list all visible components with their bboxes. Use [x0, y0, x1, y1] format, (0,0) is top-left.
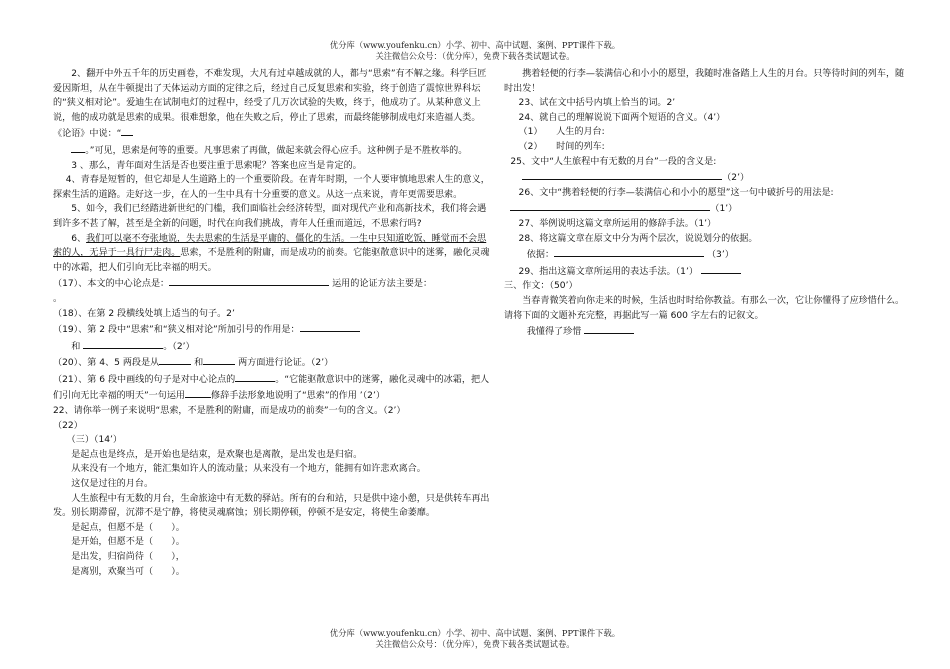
question-24-item-2: （2） 时间的列车: [518, 141, 605, 152]
section-3-heading: （三）（14’） [66, 435, 123, 446]
fill-line-4: 是离别，欢聚当可（ ）。 [71, 566, 185, 577]
question-18: （18）、在第 2 段横线处填上适当的句子。2’ [53, 308, 235, 319]
question-28-score: （3’） [706, 250, 734, 261]
question-24-item-1: （1） 人生的月台: [518, 127, 605, 138]
answer-blank[interactable] [83, 338, 163, 349]
question-22: 22、请你举一例子来说明“思索，不是胜利的附庸，而是成功的前奏”一句的含义。（2’） [53, 406, 406, 417]
question-25-score: （2’） [722, 173, 750, 184]
question-21 [53, 371, 490, 404]
answer-blank[interactable] [121, 125, 133, 136]
paragraph-6 [53, 232, 490, 276]
paragraph-2-cont-text: 。”可见，思索是何等的重要。凡事思索了再做，做起来就会得心应手。这种例子是不胜枚举的。 [85, 145, 468, 156]
fill-line-3: 是出发，归宿尚待（ ）， [71, 552, 185, 562]
header-line-1: 优分库（www.youfenku.cn）小学、初中、高中试题、案例、PPT课件下载。 [329, 40, 621, 50]
fill-line-2: 是开始，但愿不是（ ）。 [71, 537, 185, 548]
passage-paragraph: 人生旅程中有无数的月台，生命旅途中有无数的驿站。所有的台和站，只是供中途小憩，只是供转车再出发。别长期滞留，沉滞不是宁静，将使灵魂腐蚀；别长期停顿，停顿不是安定，将使生命萎靡。 [53, 493, 490, 519]
header-line-2: 关注微信公众号：（优分库），免费下载各类试题试卷。 [375, 51, 575, 61]
question-23: 23、试在文中括号内填上恰当的词。2’ [518, 98, 676, 109]
question-28-basis [504, 246, 906, 263]
passage-line-3: 这仅是过往的月台。 [71, 479, 154, 490]
question-19-score: 。（2’） [163, 341, 195, 352]
writing-prompt: 当春青微笑着向你走来的时候，生活也时时给你教益。有那么一次，它让你懂得了应珍惜什么。请将下面的文题补充完整，再据此写一篇 600 字左右的记叙文。 [504, 295, 905, 321]
question-17-text: （17）、本文的中心论点是： [53, 279, 170, 290]
question-26: 26、文中“携着轻便的行李—装满信心和小小的愿望”这一句中破折号的用法是: [518, 187, 834, 198]
answer-blank[interactable] [71, 142, 85, 153]
question-17-end: 。 [53, 293, 63, 304]
question-29-text: 29、指出这篇文章所运用的表达手法。（1’） [518, 266, 698, 277]
answer-blank[interactable] [701, 263, 741, 274]
question-20 [53, 354, 490, 371]
answer-blank[interactable] [185, 387, 211, 398]
answer-blank[interactable] [554, 246, 704, 257]
paragraph-5: 5、如今，我们已经踏进新世纪的门槛，我们面临社会经济转型，面对现代产业和高新技术，我们将会遇到许多不甚了解，甚至是全新的问题，时代在向我们挑战，青年人任重而道远，不思索行吗? [53, 204, 487, 229]
question-19-and: 和 [71, 341, 81, 352]
question-29 [504, 263, 906, 280]
question-28: 28、将这篇文章在原文中分为两个层次，说说划分的依据。 [518, 233, 758, 244]
question-21-text: （21）、第 6 段中画线的句子是对中心论点的 [53, 374, 236, 385]
page-footer [0, 628, 950, 650]
question-17-text-b: 运用的论证方法主要是： [332, 279, 433, 290]
underlined-sentence: 我们可以毫不夸张地说，失去思索的生活是平庸的、僵化的生活。一生中只知道吃饭、睡觉而不会思索的人，无异于一具行尸走肉。 [53, 233, 487, 259]
question-21-text-c: 修辞手法形象地说明了“思索”的作用 ’（2’） [211, 391, 385, 402]
question-26-answer [504, 200, 906, 217]
question-17 [53, 275, 490, 292]
page-header [0, 40, 950, 62]
passage-line-2: 从来没有一个地方，能汇集如许人的流动量；从来没有一个地方，能拥有如许悲欢离合。 [71, 464, 426, 475]
question-20-text: （20）、第 4、5 两段是从 [53, 358, 160, 369]
question-25-answer [504, 169, 906, 186]
answer-blank[interactable] [522, 169, 722, 180]
question-24: 24、就自己的理解说说下面两个短语的含义。（4’） [518, 112, 726, 123]
question-22-label: （22） [53, 420, 83, 431]
question-28-basis-label: 依据： [526, 250, 555, 261]
question-20-tail: 两方面进行论证。（2’） [238, 358, 334, 369]
answer-blank[interactable] [300, 321, 360, 332]
right-column [504, 67, 906, 340]
answer-blank[interactable] [235, 371, 275, 382]
paragraph-2 [53, 67, 490, 142]
paragraph-4: 4、青春是短暂的，但它却是人生道路上的一个重要阶段。在青年时期，一个人要审慎地思索人生的意义，探索生活的道路。走好这一步，在人的一生中具有十分重要的意义。从这一点来说，青年更需要思索。 [53, 175, 490, 200]
essay-title [504, 323, 906, 340]
question-26-score: （1’） [710, 204, 738, 215]
question-19-cont [53, 338, 490, 355]
question-20-and: 和 [194, 358, 204, 369]
question-25: 25、文中“人生旅程中有无数的月台”一段的含义是: [510, 156, 717, 167]
answer-blank[interactable] [169, 275, 329, 286]
fill-line-1: 是起点，但愿不是（ ）。 [71, 522, 185, 533]
paragraph-6-rest: 思索，不是胜利的附庸，而是成功的前奏。它能驱散意识中的迷雾，融化灵魂中的冰霜，把人们引向无比幸福的明天。 [53, 248, 490, 273]
question-19-text: （19）、第 2 段中“思索”和“狭义相对论”所加引号的作用是： [53, 325, 300, 336]
answer-blank[interactable] [203, 354, 235, 365]
paragraph-6-number: 6、 [71, 233, 87, 244]
paragraph-3: 3 、那么，青年面对生活是否也要注重于思索呢？答案也应当是肯定的。 [71, 160, 362, 171]
left-column [53, 67, 490, 579]
answer-blank[interactable] [159, 354, 191, 365]
footer-line-2: 关注微信公众号：（优分库），免费下载各类试题试卷。 [375, 639, 575, 649]
question-27: 27、举例说明这篇文章所运用的修辞手法。（1’） [518, 218, 717, 229]
paragraph-2-cont [53, 142, 490, 159]
answer-blank[interactable] [510, 200, 710, 211]
paragraph-2-text: 2、翻开中外五千年的历史画卷，不难发现，大凡有过卓越成就的人，都与“思索”有不解之缘。科学巨匠爱因斯坦，从在牛顿提出了天体运动方面的定律之后，经过自己反复思索和实验，终于创造了震惊世界科坛的“狭义相对论”。爱迪生在试制电灯的过程中，经受了几万次试验的失败，终于，他成功了。从某种意义上说，他的成功就是思索的成果。很难想象，他在失败之后，停止了思索，而最终能够制成电灯来造福人类。《论语》中说：“ [53, 69, 487, 140]
question-21-text-b: 。“它能驱散意识中的迷雾，融化灵魂中的冰霜，把人们引向无比幸福的明天”一句运用 [53, 374, 490, 402]
footer-line-1: 优分库（www.youfenku.cn）小学、初中、高中试题、案例、PPT课件下载。 [329, 628, 621, 638]
answer-blank[interactable] [584, 323, 634, 334]
section-writing-heading: 三、作文：（50’） [504, 281, 578, 292]
passage-line-1: 是起点也是终点，是开始也是结束，是欢聚也是离散，是出发也是归宿。 [71, 449, 363, 460]
essay-title-text: 我懂得了珍惜 [526, 327, 582, 338]
question-19 [53, 321, 490, 338]
passage-ending: 携着轻便的行李—装满信心和小小的愿望，我随时准备踏上人生的月台。只等待时间的列车，随时出发！ [504, 69, 905, 94]
